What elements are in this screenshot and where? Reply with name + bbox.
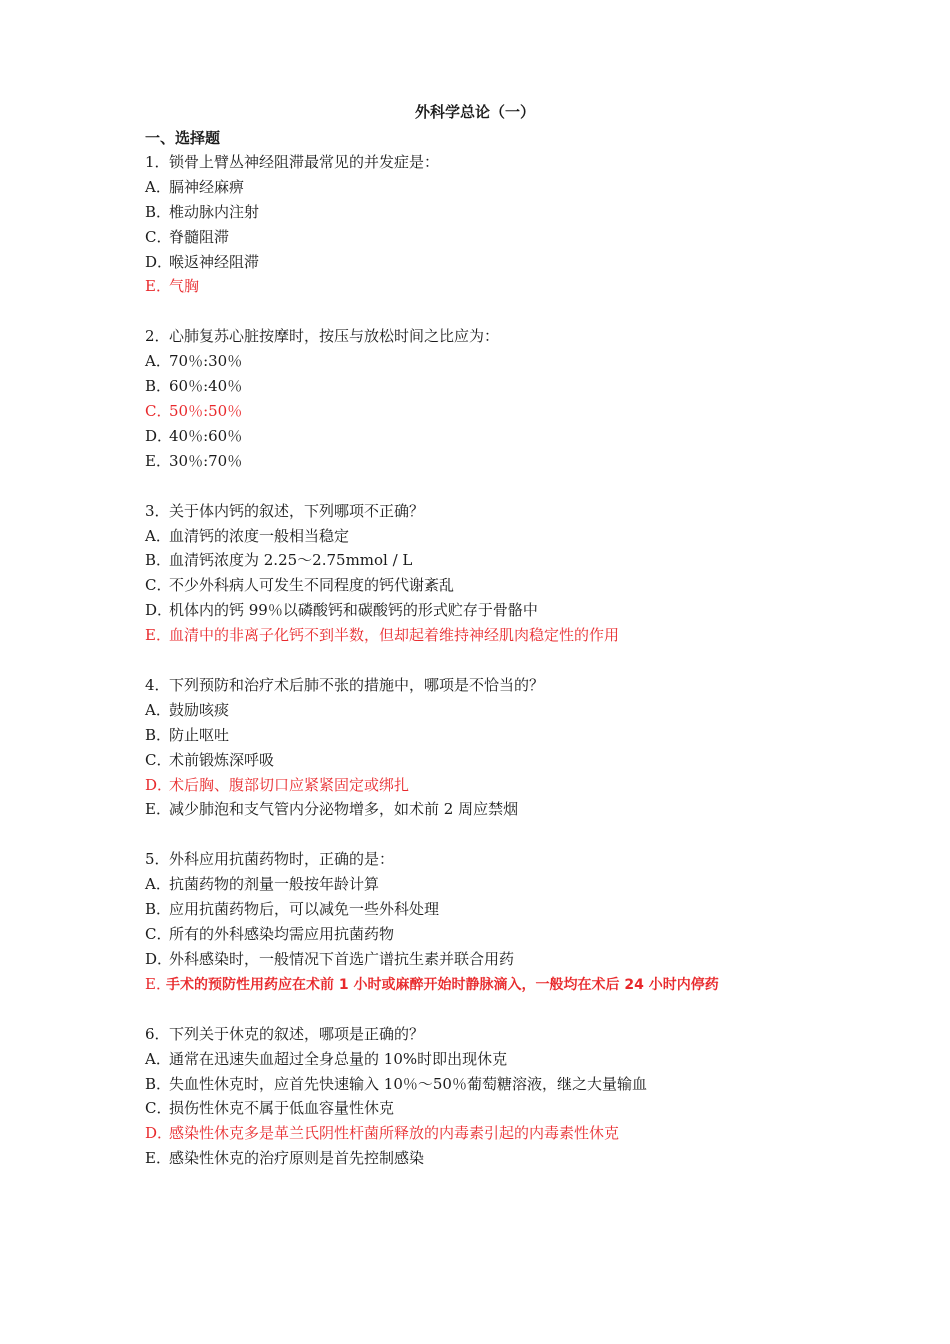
question-stem: [145, 324, 825, 349]
answer-option: [145, 897, 825, 922]
question-text: 心肺复苏心脏按摩时，按压与放松时间之比应为：: [169, 327, 500, 346]
question-number: 3．: [145, 501, 170, 520]
question-block: [145, 150, 825, 299]
question-text: 关于体内钙的叙述，下列哪项不正确？: [169, 501, 425, 520]
option-text: 血清钙的浓度一般相当稳定: [169, 526, 350, 545]
option-text: 外科感染时，一般情况下首选广谱抗生素并联合用药: [169, 949, 515, 968]
option-letter: C．: [145, 925, 172, 944]
option-letter: D．: [145, 775, 173, 794]
option-text: 术后胸、腹部切口应紧紧固定或绑扎: [169, 775, 410, 794]
option-letter: B．: [145, 377, 172, 396]
option-text: 膈神经麻痹: [169, 177, 245, 196]
option-letter: D．: [145, 601, 173, 620]
option-text: 通常在迅速失血超过全身总量的 10%时即出现休克: [169, 1049, 508, 1068]
answer-option: [145, 200, 825, 225]
answer-option: [145, 548, 825, 573]
option-text: 手术的预防性用药应在术前 1 小时或麻醉开始时静脉滴入，一般均在术后 24 小时内停药: [166, 976, 719, 993]
option-letter: B．: [145, 202, 172, 221]
question-text: 下列预防和治疗术后肺不张的措施中，哪项是不恰当的？: [169, 676, 545, 695]
question-block: [145, 847, 825, 996]
answer-option: [145, 349, 825, 374]
option-text: 减少肺泡和支气管内分泌物增多，如术前 2 周应禁烟: [169, 800, 519, 819]
answer-option-correct: [145, 623, 825, 648]
answer-option: [145, 573, 825, 598]
question-text: 下列关于休克的叙述，哪项是正确的？: [169, 1024, 425, 1043]
question-block: [145, 1022, 825, 1171]
option-letter: B．: [145, 1074, 172, 1093]
option-text: 气胸: [169, 277, 200, 296]
section-heading: 一、选择题: [145, 129, 221, 147]
option-text: 血清中的非离子化钙不到半数，但却起着维持神经肌肉稳定性的作用: [169, 626, 620, 645]
document-title: 外科学总论（一）: [414, 103, 535, 121]
option-letter: E．: [145, 626, 171, 645]
answer-option: [145, 374, 825, 399]
option-text: 所有的外科感染均需应用抗菌药物: [169, 925, 395, 944]
option-letter: E．: [145, 277, 171, 296]
option-text: 不少外科病人可发生不同程度的钙代谢紊乱: [169, 576, 455, 595]
question-stem: [145, 499, 825, 524]
option-letter: A．: [145, 1049, 171, 1068]
option-text: 机体内的钙 99％以磷酸钙和碳酸钙的形式贮存于骨骼中: [169, 601, 538, 620]
answer-option: [145, 250, 825, 275]
option-letter: C．: [145, 576, 172, 595]
option-text: 失血性休克时，应首先快速输入 10％～50％葡萄糖溶液，继之大量输血: [169, 1074, 647, 1093]
option-text: 防止呕吐: [169, 725, 230, 744]
option-text: 椎动脉内注射: [169, 202, 260, 221]
answer-option: [145, 723, 825, 748]
option-text: 感染性休克的治疗原则是首先控制感染: [169, 1149, 425, 1168]
option-letter: A．: [145, 700, 171, 719]
option-letter: A．: [145, 875, 171, 894]
option-letter: A．: [145, 352, 171, 371]
answer-option: [145, 1047, 825, 1072]
option-letter: E．: [145, 800, 171, 819]
option-letter: C．: [145, 750, 172, 769]
answer-option: [145, 1072, 825, 1097]
option-text: 喉返神经阻滞: [169, 252, 260, 271]
option-text: 30％:70％: [169, 451, 243, 470]
question-text: 锁骨上臂丛神经阻滞最常见的并发症是：: [169, 153, 440, 171]
question-number: 1．: [145, 153, 170, 171]
answer-option: [145, 1146, 825, 1171]
answer-option: [145, 225, 825, 250]
answer-option-correct: [145, 1121, 825, 1146]
answer-option-correct: [145, 274, 825, 299]
question-number: 4．: [145, 676, 170, 695]
answer-option: [145, 872, 825, 897]
option-letter: C．: [145, 227, 172, 246]
option-letter: A．: [145, 177, 171, 196]
option-letter: E．: [145, 974, 171, 993]
answer-option: [145, 748, 825, 773]
option-letter: D．: [145, 252, 173, 271]
option-text: 感染性休克多是革兰氏阴性杆菌所释放的内毒素引起的内毒素性休克: [169, 1124, 620, 1143]
question-block: [145, 324, 825, 473]
option-text: 血清钙浓度为 2.25～2.75mmol / L: [169, 551, 413, 570]
answer-option: [145, 449, 825, 474]
answer-option: [145, 797, 825, 822]
option-text: 抗菌药物的剂量一般按年龄计算: [169, 875, 380, 894]
question-stem: [145, 1022, 825, 1047]
question-number: 6．: [145, 1024, 170, 1043]
answer-option: [145, 598, 825, 623]
option-text: 脊髓阻滞: [169, 227, 230, 246]
option-letter: C．: [145, 402, 172, 421]
answer-option: [145, 947, 825, 972]
option-letter: B．: [145, 900, 172, 919]
option-letter: A．: [145, 526, 171, 545]
question-list: [145, 150, 825, 1196]
option-text: 60％:40％: [169, 377, 243, 396]
question-block: [145, 499, 825, 648]
question-stem: [145, 673, 825, 698]
option-text: 术前锻炼深呼吸: [169, 750, 275, 769]
option-letter: D．: [145, 949, 173, 968]
option-letter: D．: [145, 1124, 173, 1143]
answer-option-correct: [145, 972, 825, 997]
option-text: 应用抗菌药物后，可以减免一些外科处理: [169, 900, 440, 919]
option-letter: D．: [145, 426, 173, 445]
answer-option-correct: [145, 399, 825, 424]
question-stem: [145, 847, 825, 872]
option-text: 70％:30％: [169, 352, 243, 371]
option-text: 50％:50％: [169, 402, 243, 421]
option-letter: B．: [145, 551, 172, 570]
option-text: 40％:60％: [169, 426, 243, 445]
option-letter: E．: [145, 1149, 171, 1168]
answer-option: [145, 1096, 825, 1121]
question-stem: [145, 150, 825, 175]
question-number: 5．: [145, 850, 170, 869]
answer-option: [145, 524, 825, 549]
answer-option: [145, 175, 825, 200]
answer-option: [145, 424, 825, 449]
question-block: [145, 673, 825, 822]
option-letter: B．: [145, 725, 172, 744]
option-letter: E．: [145, 451, 171, 470]
question-text: 外科应用抗菌药物时，正确的是：: [169, 850, 395, 869]
question-number: 2．: [145, 327, 170, 346]
answer-option: [145, 698, 825, 723]
answer-option: [145, 922, 825, 947]
answer-option-correct: [145, 773, 825, 798]
option-text: 损伤性休克不属于低血容量性休克: [169, 1099, 395, 1118]
option-letter: C．: [145, 1099, 172, 1118]
option-text: 鼓励咳痰: [169, 700, 230, 719]
